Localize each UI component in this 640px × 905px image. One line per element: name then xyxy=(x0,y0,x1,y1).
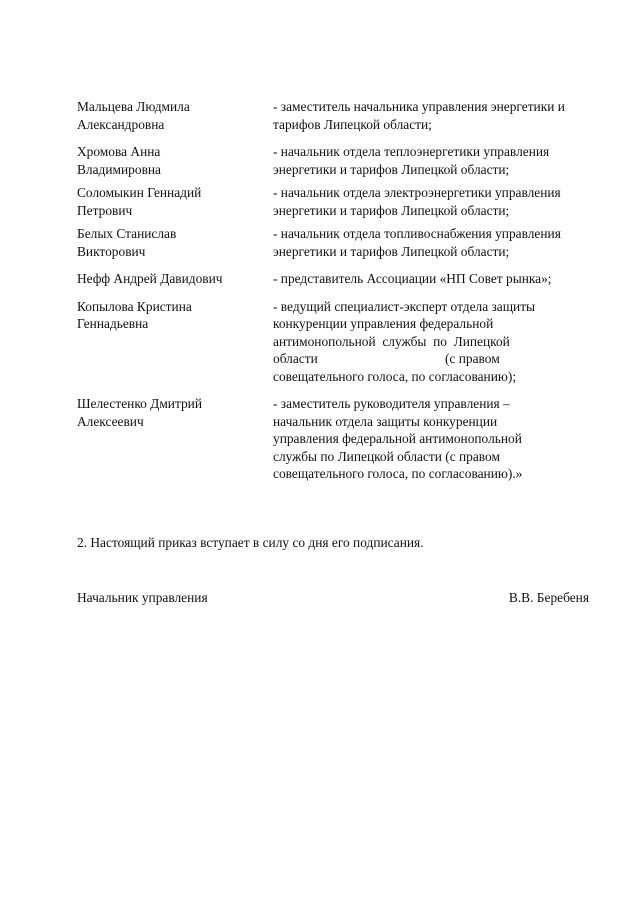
member-name xyxy=(77,225,273,260)
member-role-line: энергетики и тарифов Липецкой области; xyxy=(273,161,510,177)
member-role-line: - заместитель руководителя управления – xyxy=(273,396,510,411)
member-name-line: Белых Станислав xyxy=(77,226,177,241)
member-role-line: - начальник отдела электроэнергетики управления xyxy=(273,185,561,200)
member-name xyxy=(77,98,273,133)
member-row xyxy=(77,395,612,483)
member-role-line: - заместитель начальника управления энергетики и xyxy=(273,99,565,114)
member-name-line: Шелестенко Дмитрий xyxy=(77,396,203,411)
member-role-line: энергетики и тарифов Липецкой области; xyxy=(273,243,510,259)
member-role-line: конкуренции управления федеральной xyxy=(273,316,494,331)
member-role-line: - представитель Ассоциации «НП Совет рынка»; xyxy=(273,271,552,286)
member-name-line: Нефф Андрей Давидович xyxy=(77,271,223,286)
member-role xyxy=(273,143,612,178)
member-role-line: управления федеральной антимонопольной xyxy=(273,431,522,446)
member-role-line: антимонопольной службы по Липецкой xyxy=(273,333,510,349)
member-role xyxy=(273,225,612,260)
member-name-line: Хромова Анна xyxy=(77,144,161,159)
signatory-position: Начальник управления xyxy=(77,590,208,605)
member-role-line: начальник отдела защиты конкуренции xyxy=(273,413,498,429)
member-row xyxy=(77,98,612,133)
member-role-line: - ведущий специалист-эксперт отдела защиты xyxy=(273,298,536,314)
member-name-line: Алексеевич xyxy=(77,413,144,429)
signatory-name: В.В. Беребеня xyxy=(508,590,589,605)
member-name-line: Александровна xyxy=(77,116,165,132)
member-name-line: Петрович xyxy=(77,202,133,218)
member-row xyxy=(77,270,612,288)
member-name-line: Соломыкин Геннадий xyxy=(77,185,202,200)
member-role-line: службы по Липецкой области (с правом xyxy=(273,448,500,464)
signature-block xyxy=(77,589,589,607)
member-row xyxy=(77,225,612,260)
member-role-line: энергетики и тарифов Липецкой области; xyxy=(273,202,510,218)
member-row xyxy=(77,298,612,386)
effective-date-clause: 2. Настоящий приказ вступает в силу со дня его подписания. xyxy=(77,535,424,550)
member-row xyxy=(77,143,612,178)
member-name xyxy=(77,395,273,430)
member-name-line: Копылова Кристина xyxy=(77,298,192,314)
member-role-line: тарифов Липецкой области; xyxy=(273,116,432,132)
member-name xyxy=(77,143,273,178)
member-row xyxy=(77,184,612,219)
commission-members-list xyxy=(77,98,612,491)
member-name-line: Викторович xyxy=(77,243,146,259)
member-role-line: - начальник отдела теплоэнергетики управления xyxy=(273,144,550,159)
member-role xyxy=(273,298,612,386)
member-role xyxy=(273,395,612,483)
member-name-line: Мальцева Людмила xyxy=(77,99,190,114)
member-role-line: совещательного голоса, по согласованию).» xyxy=(273,466,523,481)
member-name xyxy=(77,298,273,333)
member-role-line: области (с правом xyxy=(273,351,500,366)
member-name xyxy=(77,270,273,288)
member-role xyxy=(273,98,612,133)
member-name xyxy=(77,184,273,219)
member-name-line: Геннадьевна xyxy=(77,316,149,331)
member-role-line: совещательного голоса, по согласованию); xyxy=(273,368,517,384)
member-name-line: Владимировна xyxy=(77,161,161,177)
member-role xyxy=(273,184,612,219)
member-role-line: - начальник отдела топливоснабжения управления xyxy=(273,226,561,241)
member-role xyxy=(273,270,612,288)
